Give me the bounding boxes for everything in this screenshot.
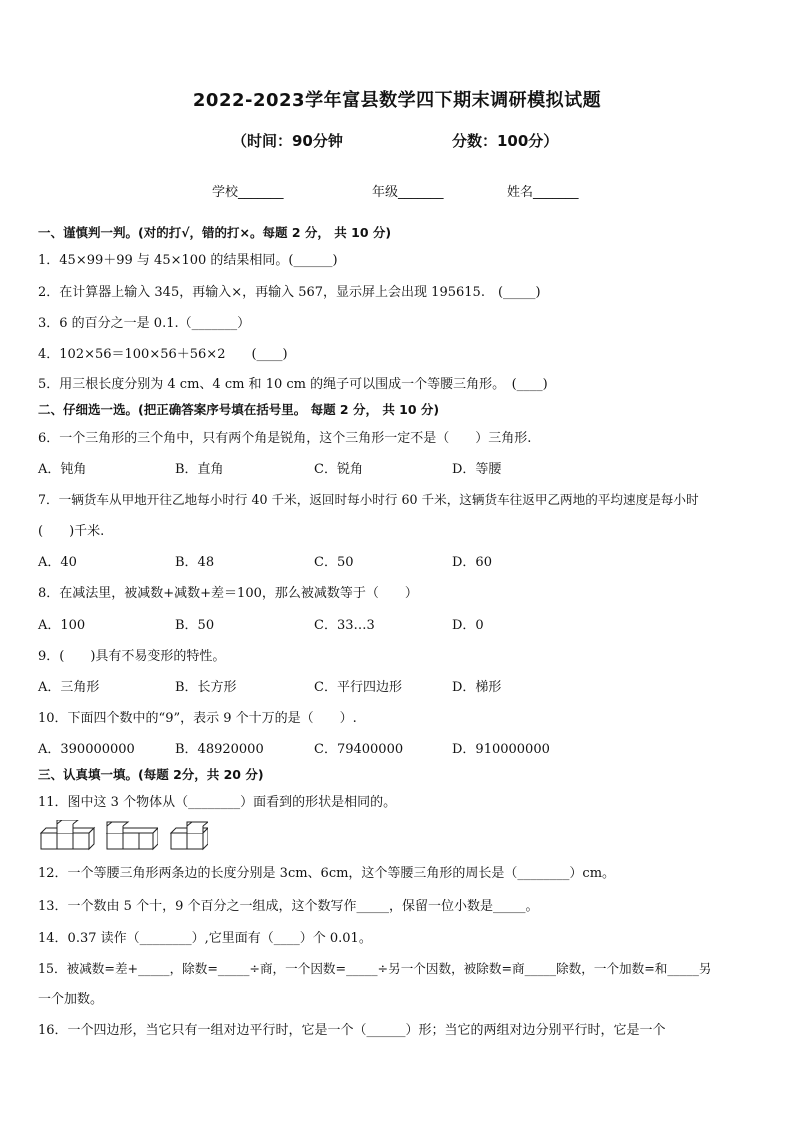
question-14: 14．0.37 读作（________）,它里面有（____）个 0.01。 — [38, 931, 372, 946]
q7-option-c[interactable]: C．50 — [314, 555, 354, 570]
q10-option-a[interactable]: A．390000000 — [38, 742, 135, 757]
q10-option-b[interactable]: B．48920000 — [175, 742, 264, 757]
question-10: 10．下面四个数中的“9”，表示 9 个十万的是（ ）. — [38, 711, 357, 726]
page-title: 2022-2023学年富县数学四下期末调研模拟试题 — [192, 90, 602, 111]
q8-option-d[interactable]: D．0 — [452, 618, 484, 633]
q10-option-c[interactable]: C．79400000 — [314, 742, 404, 757]
question-7-line2: ( )千米. — [38, 524, 105, 539]
q8-option-c[interactable]: C．33…3 — [314, 618, 375, 633]
q6-option-c[interactable]: C．锐角 — [314, 462, 363, 477]
q9-option-a[interactable]: A．三角形 — [38, 680, 100, 695]
question-6: 6．一个三角形的三个角中，只有两个角是锐角，这个三角形一定不是（ ）三角形. — [38, 431, 532, 446]
question-5: 5．用三根长度分别为 4 cm、4 cm 和 10 cm 的绳子可以围成一个等腰三角形。 (____) — [38, 377, 548, 392]
question-1: 1．45×99＋99 与 45×100 的结果相同。(______) — [38, 253, 338, 268]
school-field[interactable]: 学校_______ — [212, 185, 284, 200]
section3-heading: 三、认真填一填。(每题 2分，共 20 分) — [38, 767, 264, 782]
question-2: 2．在计算器上输入 345，再输入×，再输入 567，显示屏上会出现 195615. (_____) — [38, 285, 541, 300]
q7-option-b[interactable]: B．48 — [175, 555, 215, 570]
q8-option-b[interactable]: B．50 — [175, 618, 215, 633]
question-8: 8．在减法里，被减数+减数+差＝100，那么被减数等于（ ） — [38, 586, 418, 601]
question-15-line2: 一个加数。 — [38, 992, 104, 1007]
question-15-line1: 15．被减数=差+_____，除数=_____÷商，一个因数=_____÷另一个因数，被除数=商_____除数，一个加数=和_____另 — [38, 961, 712, 976]
exam-score: 分数：100分） — [452, 132, 559, 150]
question-4: 4．102×56＝100×56＋56×2 (____) — [38, 347, 288, 362]
grade-field[interactable]: 年级_______ — [372, 185, 444, 200]
cube-figure-3 — [170, 820, 208, 852]
q7-option-d[interactable]: D．60 — [452, 555, 492, 570]
q7-option-a[interactable]: A．40 — [38, 555, 77, 570]
question-16: 16．一个四边形，当它只有一组对边平行时，它是一个（______）形；当它的两组对边分别平行时，它是一个 — [38, 1023, 666, 1038]
q6-option-b[interactable]: B．直角 — [175, 462, 224, 477]
q9-option-b[interactable]: B．长方形 — [175, 680, 237, 695]
section2-heading: 二、仔细选一选。(把正确答案序号填在括号里。 每题 2 分， 共 10 分) — [38, 402, 440, 417]
question-9: 9．( )具有不易变形的特性。 — [38, 649, 226, 664]
question-13: 13．一个数由 5 个十，9 个百分之一组成，这个数写作_____，保留一位小数是_____。 — [38, 899, 539, 914]
question-7-line1: 7．一辆货车从甲地开往乙地每小时行 40 千米，返回时每小时行 60 千米，这辆货车往返甲乙两地的平均速度是每小时 — [38, 492, 699, 507]
q9-option-d[interactable]: D．梯形 — [452, 680, 502, 695]
q8-option-a[interactable]: A．100 — [38, 618, 86, 633]
q9-option-c[interactable]: C．平行四边形 — [314, 680, 402, 695]
section1-heading: 一、谨慎判一判。(对的打√，错的打×。每题 2 分， 共 10 分) — [38, 225, 392, 240]
q10-option-d[interactable]: D．910000000 — [452, 742, 550, 757]
question-12: 12．一个等腰三角形两条边的长度分别是 3cm、6cm，这个等腰三角形的周长是（________）cm。 — [38, 866, 616, 881]
q6-option-a[interactable]: A．钝角 — [38, 462, 87, 477]
exam-time: （时间：90分钟 — [232, 132, 343, 150]
question-3: 3．6 的百分之一是 0.1.（_______） — [38, 316, 251, 331]
question-11: 11．图中这 3 个物体从（________）面看到的形状是相同的。 — [38, 795, 397, 810]
cube-figure-1 — [40, 820, 96, 852]
q6-option-d[interactable]: D．等腰 — [452, 462, 502, 477]
cube-figure-2 — [106, 820, 158, 852]
name-field[interactable]: 姓名_______ — [507, 185, 579, 200]
